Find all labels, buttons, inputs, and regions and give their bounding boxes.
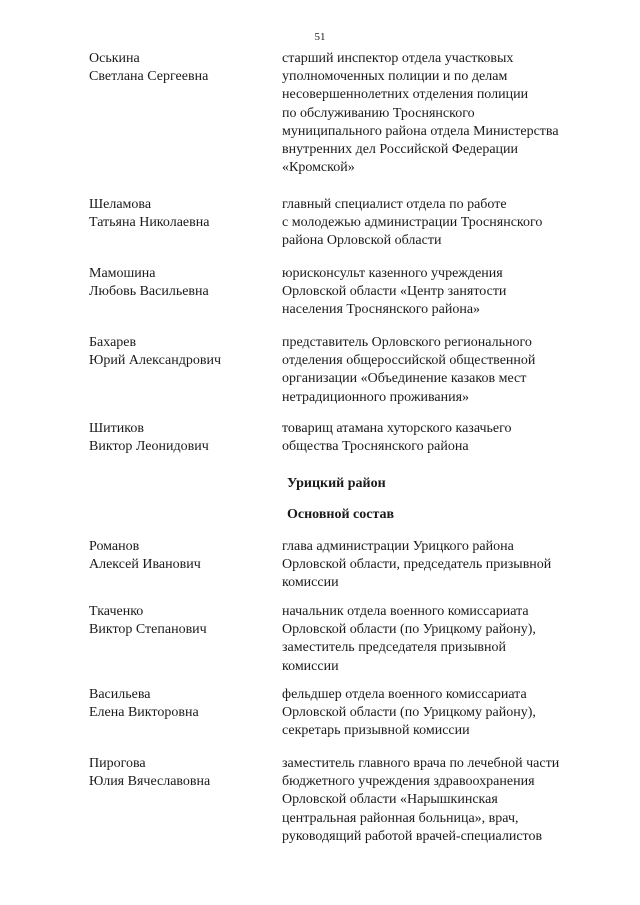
member-name	[89, 196, 274, 232]
position-line: комиссии	[282, 575, 339, 591]
member-name	[89, 50, 274, 86]
member-surname: Шеламова	[89, 197, 152, 212]
member-surname: Мамошина	[89, 266, 156, 281]
member-position	[282, 603, 602, 676]
member-surname: Ткаченко	[89, 604, 144, 619]
member-surname: Оськина	[89, 51, 140, 66]
member-surname: Романов	[89, 539, 140, 554]
position-line: «Кромской»	[282, 160, 355, 176]
position-line: муниципального района отдела Министерства	[282, 123, 559, 139]
position-line: заместитель председателя призывной	[282, 640, 506, 656]
position-line: юрисконсульт казенного учреждения	[282, 266, 503, 281]
position-line: Орловской области «Нарышкинская	[282, 792, 498, 808]
position-line: бюджетного учреждения здравоохранения	[282, 774, 535, 790]
position-line: отделения общероссийской общественной	[282, 353, 536, 369]
member-position	[282, 755, 602, 846]
member-name	[89, 755, 274, 791]
member-position	[282, 334, 602, 407]
position-line: Орловской области «Центр занятости	[282, 284, 507, 300]
member-name	[89, 603, 274, 639]
member-position	[282, 50, 602, 177]
position-line: организации «Объединение казаков мест	[282, 371, 527, 387]
member-position	[282, 196, 602, 251]
member-given-names: Юлия Вячеславовна	[89, 774, 211, 790]
position-line: несовершеннолетних отделения полиции	[282, 87, 529, 103]
position-line: района Орловской области	[282, 233, 442, 249]
member-given-names: Виктор Леонидович	[89, 439, 209, 455]
member-given-names: Алексей Иванович	[89, 557, 201, 573]
position-line: внутренних дел Российской Федерации	[282, 142, 519, 158]
position-line: комиссии	[282, 658, 339, 674]
position-line: заместитель главного врача по лечебной части	[282, 756, 560, 771]
position-line: нетрадиционного проживания»	[282, 389, 470, 405]
member-name	[89, 686, 274, 722]
member-surname: Васильева	[89, 687, 151, 702]
member-name	[89, 420, 274, 456]
position-line: по обслуживанию Троснянского	[282, 105, 475, 121]
member-name	[89, 265, 274, 301]
position-line: глава администрации Урицкого района	[282, 539, 514, 554]
member-name	[89, 538, 274, 574]
position-line: секретарь призывной комиссии	[282, 723, 470, 739]
position-line: фельдшер отдела военного комиссариата	[282, 687, 527, 702]
member-given-names: Любовь Васильевна	[89, 284, 209, 300]
member-position	[282, 686, 602, 741]
page-number: 51	[314, 31, 326, 43]
position-line: общества Троснянского района	[282, 439, 469, 455]
section-title: Урицкий район	[287, 476, 386, 491]
position-line: Орловской области (по Урицкому району),	[282, 705, 536, 721]
position-line: товарищ атамана хуторского казачьего	[282, 421, 512, 436]
position-line: начальник отдела военного комиссариата	[282, 604, 529, 619]
member-given-names: Виктор Степанович	[89, 622, 207, 638]
position-line: уполномоченных полиции и по делам	[282, 69, 508, 85]
position-line: Орловской области, председатель призывной	[282, 557, 552, 573]
position-line: Орловской области (по Урицкому району),	[282, 622, 536, 638]
member-given-names: Татьяна Николаевна	[89, 215, 210, 231]
position-line: центральная районная больница», врач,	[282, 810, 519, 826]
member-name	[89, 334, 274, 370]
member-position	[282, 538, 602, 593]
position-line: главный специалист отдела по работе	[282, 197, 507, 212]
position-line: с молодежью администрации Троснянского	[282, 215, 543, 231]
member-surname: Бахарев	[89, 335, 137, 350]
subsection-title: Основной состав	[287, 507, 395, 522]
member-given-names: Юрий Александрович	[89, 353, 221, 369]
member-given-names: Елена Викторовна	[89, 705, 199, 721]
member-surname: Шитиков	[89, 421, 144, 436]
member-position	[282, 265, 602, 320]
position-line: руководящий работой врачей-специалистов	[282, 828, 543, 844]
position-line: представитель Орловского регионального	[282, 335, 532, 350]
position-line: населения Троснянского района»	[282, 302, 481, 318]
member-surname: Пирогова	[89, 756, 146, 771]
member-position	[282, 420, 602, 456]
position-line: старший инспектор отдела участковых	[282, 51, 514, 66]
member-given-names: Светлана Сергеевна	[89, 69, 209, 85]
